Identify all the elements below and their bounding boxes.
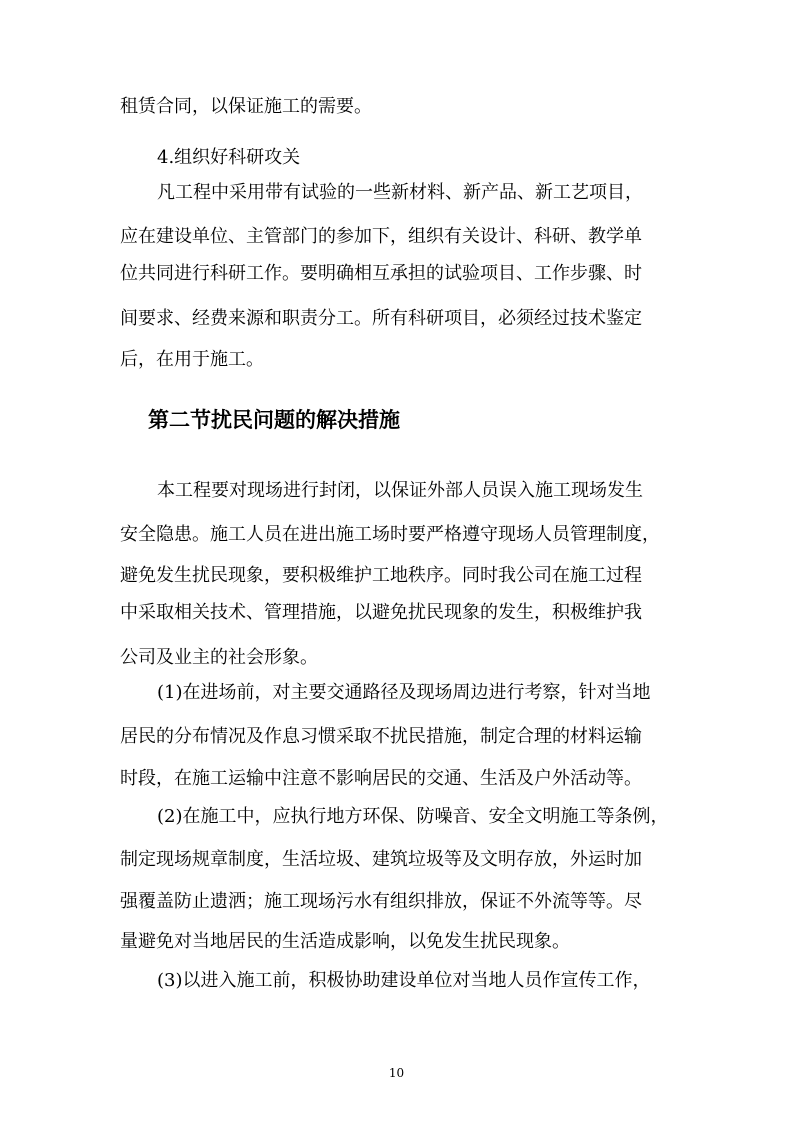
text-line: 本工程要对现场进行封闭，以保证外部人员误入施工现场发生 <box>157 480 643 501</box>
text-line: 公司及业主的社会形象。 <box>120 647 318 668</box>
text-line: 避免发生扰民现象，要积极维护工地秩序。同时我公司在施工过程 <box>120 565 642 586</box>
text-line: 时段，在施工运输中注意不影响居民的交通、生活及户外活动等。 <box>120 768 642 789</box>
text-line: 间要求、经费来源和职责分工。所有科研项目，必须经过技术鉴定 <box>120 308 642 329</box>
text-line: 租赁合同，以保证施工的需要。 <box>120 96 372 117</box>
text-line: 4.组织好科研攻关 <box>157 147 301 168</box>
text-line: (1)在进场前，对主要交通路径及现场周边进行考察，针对当地 <box>157 682 651 703</box>
text-line: 位共同进行科研工作。要明确相互承担的试验项目、工作步骤、时 <box>120 263 642 284</box>
text-line: 强覆盖防止遗洒；施工现场污水有组织排放，保证不外流等等。尽 <box>120 891 642 912</box>
text-line: 应在建设单位、主管部门的参加下，组织有关设计、科研、教学单 <box>120 226 642 247</box>
text-line: 居民的分布情况及作息习惯采取不扰民措施，制定合理的材料运输 <box>120 726 642 747</box>
text-line: 安全隐患。施工人员在进出施工场时要严格遵守现场人员管理制度， <box>120 524 660 545</box>
section-heading: 第二节扰民问题的解决措施 <box>148 407 400 432</box>
text-line: 制定现场规章制度，生活垃圾、建筑垃圾等及文明存放，外运时加 <box>120 849 642 870</box>
text-line: 凡工程中采用带有试验的一些新材料、新产品、新工艺项目， <box>157 182 643 203</box>
text-line: (2)在施工中，应执行地方环保、防噪音、安全文明施工等条例， <box>157 806 669 827</box>
text-line: (3)以进入施工前，积极协助建设单位对当地人员作宣传工作， <box>157 970 651 991</box>
text-line: 量避免对当地居民的生活造成影响，以免发生扰民现象。 <box>120 931 570 952</box>
page-number: 10 <box>388 1066 405 1080</box>
text-line: 后，在用于施工。 <box>120 349 264 370</box>
text-line: 中采取相关技术、管理措施，以避免扰民现象的发生，积极维护我 <box>120 602 642 623</box>
